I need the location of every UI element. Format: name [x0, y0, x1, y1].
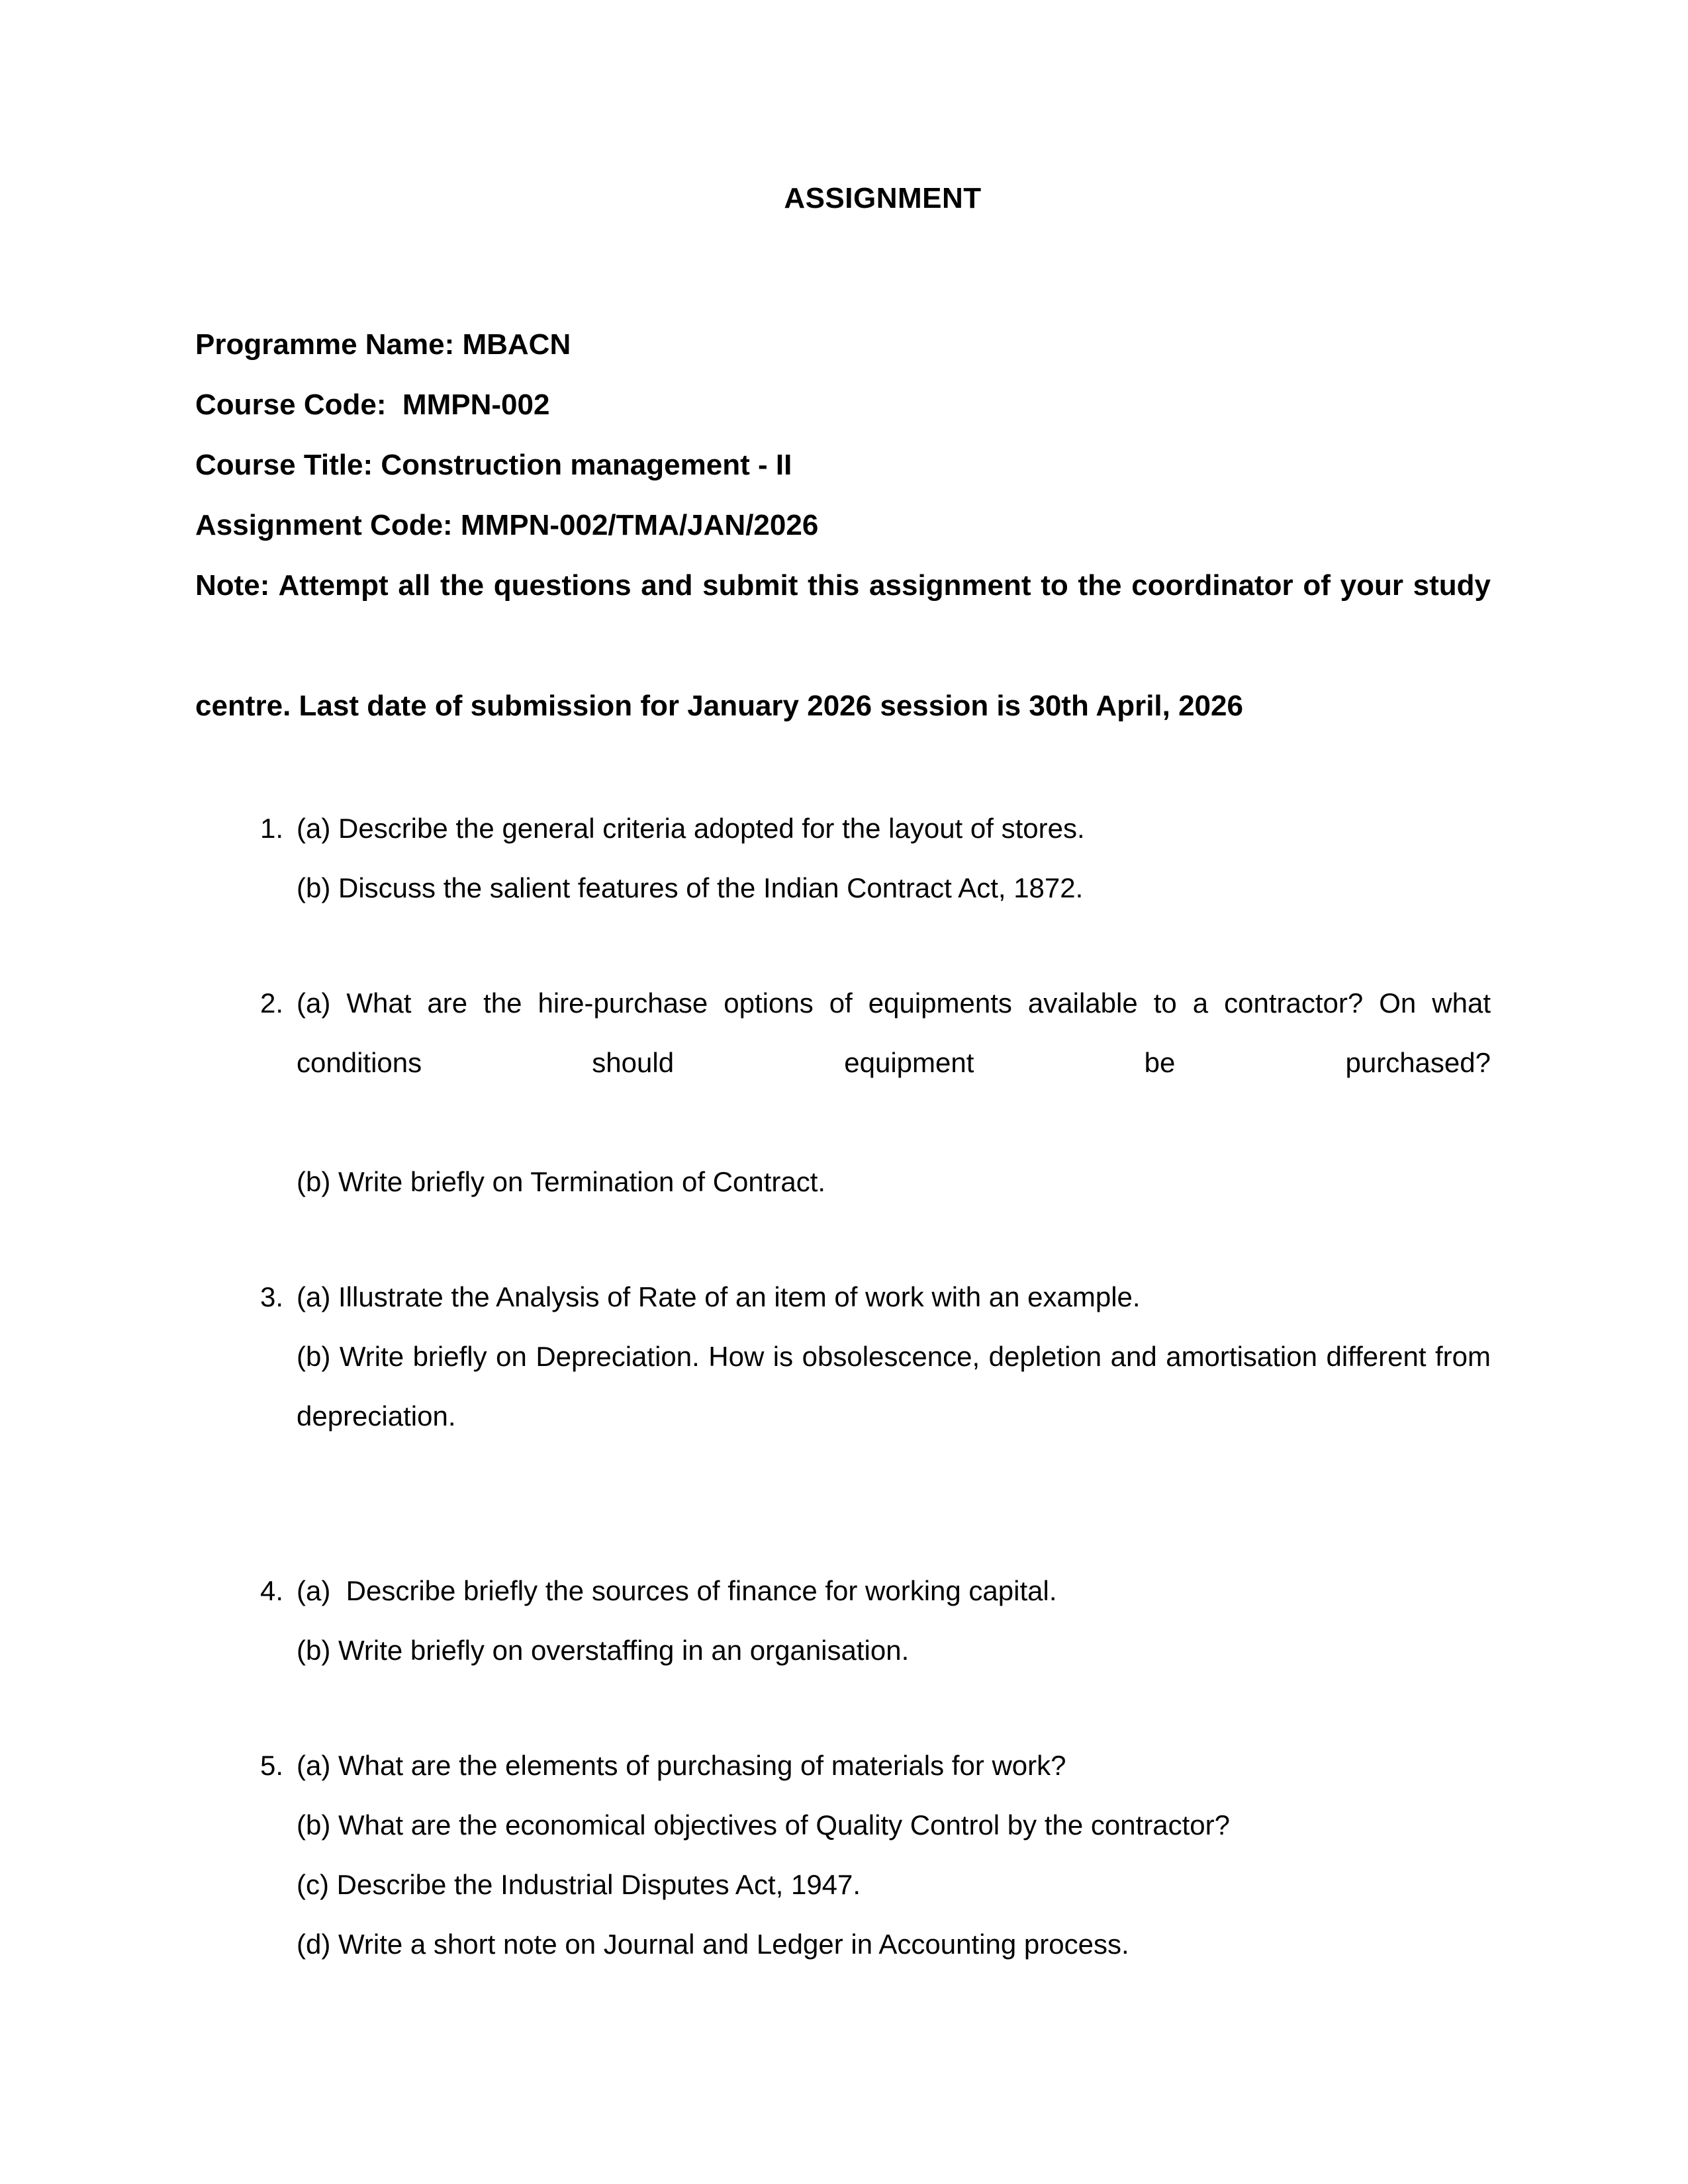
question-number: 2. [259, 987, 283, 1019]
question-number: 4. [259, 1575, 283, 1606]
question-item [195, 1267, 1499, 1506]
question-part: (b) Write briefly on Termination of Contract. [297, 1166, 826, 1197]
question-item [195, 974, 1499, 1212]
header-line-course-code: Course Code: MMPN-002 [195, 388, 550, 421]
question-number: 3. [259, 1281, 283, 1312]
page-title: ASSIGNMENT [784, 182, 982, 214]
question-item [195, 1561, 1491, 1680]
question-item [195, 799, 1491, 918]
assignment-header-block [195, 314, 1491, 736]
question-part: (a) Describe the general criteria adopted for the layout of stores. [297, 813, 1085, 844]
question-part: (b) What are the economical objectives of Quality Control by the contractor? [297, 1809, 1230, 1841]
header-line-programme-name: Programme Name: MBACN [195, 328, 571, 361]
question-part: (a) What are the elements of purchasing of materials for work? [297, 1750, 1066, 1781]
question-item [195, 1736, 1491, 1974]
question-part: (a) What are the hire-purchase options of equipments available to a contractor? On what conditions should equipment be purchased? [297, 987, 1499, 1078]
document-content [195, 179, 1499, 1974]
question-part: (b) Write briefly on Depreciation. How is obsolescence, depletion and amortisation different from depreciation. [297, 1341, 1499, 1432]
question-part: (d) Write a short note on Journal and Ledger in Accounting process. [297, 1929, 1129, 1960]
question-part: (a) Illustrate the Analysis of Rate of an item of work with an example. [297, 1281, 1141, 1312]
question-number: 5. [259, 1750, 283, 1781]
header-line-note-part-1: Note: Attempt all the questions and submit this assignment to the coordinator of your study [195, 569, 1491, 602]
question-part: (b) Discuss the salient features of the Indian Contract Act, 1872. [297, 872, 1084, 903]
question-number: 1. [259, 813, 283, 844]
header-line-course-title: Course Title: Construction management - II [195, 449, 792, 481]
question-list [195, 799, 1499, 1974]
question-part: (c) Describe the Industrial Disputes Act, 1947. [297, 1869, 861, 1900]
question-part: (a) Describe briefly the sources of finance for working capital. [297, 1575, 1057, 1606]
header-line-note-part-2: centre. Last date of submission for January 2026 session is 30th April, 2026 [195, 690, 1243, 722]
header-line-assignment-code: Assignment Code: MMPN-002/TMA/JAN/2026 [195, 509, 819, 541]
question-part: (b) Write briefly on overstaffing in an organisation. [297, 1635, 910, 1666]
